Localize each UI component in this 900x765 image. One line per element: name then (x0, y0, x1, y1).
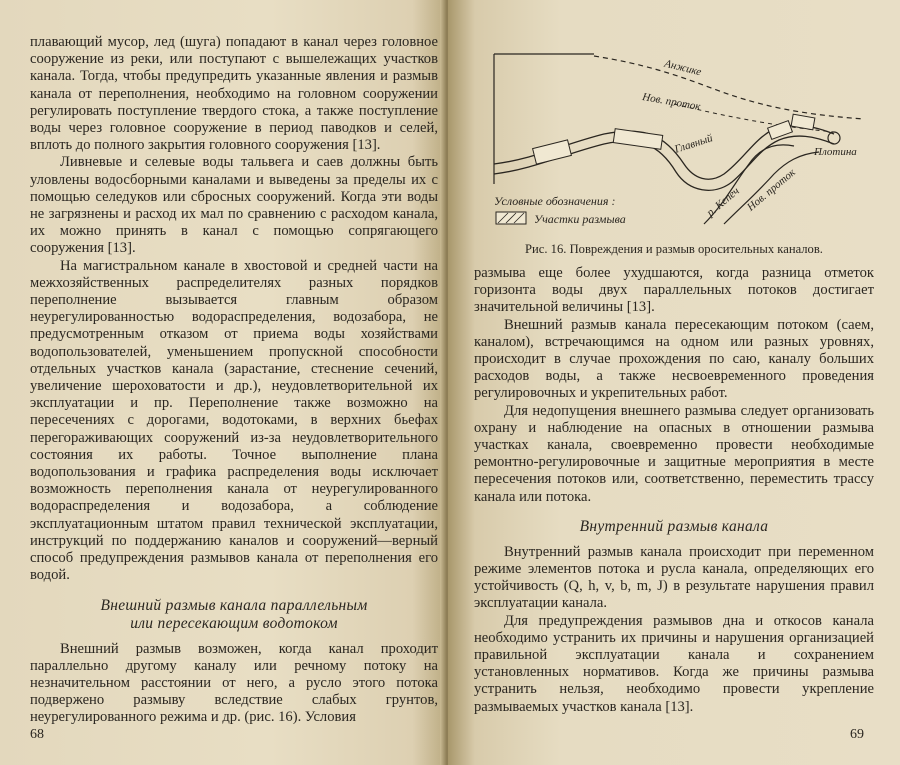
river-line (594, 56, 864, 119)
legend-item: Участки размыва (534, 212, 626, 226)
label-new-channel-bottom: Нов. проток (745, 166, 798, 214)
left-page (0, 0, 448, 765)
label-left-canal: р. Кепеч (704, 185, 742, 219)
right-paragraph-2: Для недопущения внешнего размыва следует организовать охрану и наблюдение на опасных в отношении размыва участках канала, своевременно провести необходимые ремонтно-регулировочные и защитные мероприятия в месте пересечения потоков или, соответственно, переместить трассу канала или потока. (474, 402, 874, 505)
section-heading-external-erosion (30, 597, 438, 633)
right-page (448, 0, 900, 765)
left-paragraph-2: Ливневые и селевые воды тальвега и саев должны быть уловлены водосборными каналами и выведены за пределы их с помощью селедуков или сбросных сооружений. Когда эти воды не загрязнены и расход их мал по сравнению с расходом канала, их можно принять в канал с помощью сопрягающего сооружения [13]. (30, 154, 438, 257)
right-paragraph-3: Внутренний размыв канала происходит при переменном режиме элементов потока и русла канала, определяющих его устойчивость (Q, h, v, b, m, J) в результате нарушения правил эксплуатации канала. (474, 543, 874, 612)
right-paragraph-continuation: размыва еще более ухудшаются, когда разница отметок горизонта воды двух параллельных потоков достигает значительной величины [13]. (474, 265, 874, 316)
left-paragraph-4: Внешний размыв возможен, когда канал проходит параллельно другому каналу или речному потоку на незначительном расстоянии от него, а русло этого потока подвержено размыву вследствие слабых грунтов, неурегулированного режима и др. (рис. 16). Условия (30, 640, 438, 726)
section-heading-internal-erosion: Внутренний размыв канала (579, 517, 769, 535)
heading-line-1: Внешний размыв канала параллельным (100, 596, 368, 614)
left-paragraph-1: плавающий мусор, лед (шуга) попадают в канал через головное сооружение из реки, или поступают с вышележащих участков канала. Тогда, чтобы предупредить указанные явления и размыв канала от переполнения, необходимо на головном сооружении регулировать поступление твердого стока, а также поступление воды через головное сооружение в период паводков и селей, вплоть до полного закрытия головного сооружения [13]. (30, 34, 438, 154)
page-number-right: 69 (850, 727, 864, 742)
erosion-zone-2 (613, 129, 662, 150)
left-paragraph-3: На магистральном канале в хвостовой и средней части на межхозяйственных распределителях разных порядков переполнение вызывается главным образом неурегулированностью водораспределения, водозабора, не предусмотренным отказом от приема воды хозяйствами водопользователей, уменьшением пропускной способности отдельных участков канала (зарастание, стеснение сечений, увеличение шероховатости и др.), неудовлетворительной их эксплуатации и пр. Переполнение также возможно на пересечениях с дорогами, водотоками, в верхних бьефах перегораживающих сооружений из-за неудовлетворительного состояния их работы. Точное выполнение плана водопользования и графика распределения воды исключает возможность переполнения канала от неурегулированного водораспределения и водозабора, а соблюдение эксплуатационным штатом правил технической эксплуатации, инструкций по поддержанию каналов и сооружений—верный способ предупреждения размывов канала от переполнения его водой. (30, 257, 438, 584)
page-number-left: 68 (30, 727, 44, 742)
erosion-zones (533, 114, 815, 164)
right-paragraph-4: Для предупреждения размывов дна и откосов канала необходимо устранить их причины и нарушения организацией правильной эксплуатации канала и сохранением установленных нормативов. Когда же причины размыва устранить нельзя, необходимо провести укрепление размываемых участков канала [13]. (474, 612, 874, 715)
heading-line-2: или пересекающим водотоком (130, 614, 338, 632)
label-main-canal: Главный (673, 132, 715, 156)
erosion-zone-1 (533, 140, 572, 164)
label-river: Анжике (663, 57, 703, 79)
figure-caption: Рис. 16. Повреждения и размыв оросительных каналов. (525, 242, 823, 256)
right-paragraph-1: Внешний размыв канала пересекающим потоком (саем, каналом), встречающимся на одном или разных уровнях, происходит в случае прохождения по саю, каналу больших расходов воды, а также несвоевременного проведения регулировочных и укрепительных работ. (474, 316, 874, 402)
label-new-channel-top: Нов. проток (641, 90, 702, 114)
figure-16 (474, 34, 874, 234)
label-dam: Плотина (814, 146, 857, 158)
legend-title: Условные обозначения : (494, 194, 616, 208)
